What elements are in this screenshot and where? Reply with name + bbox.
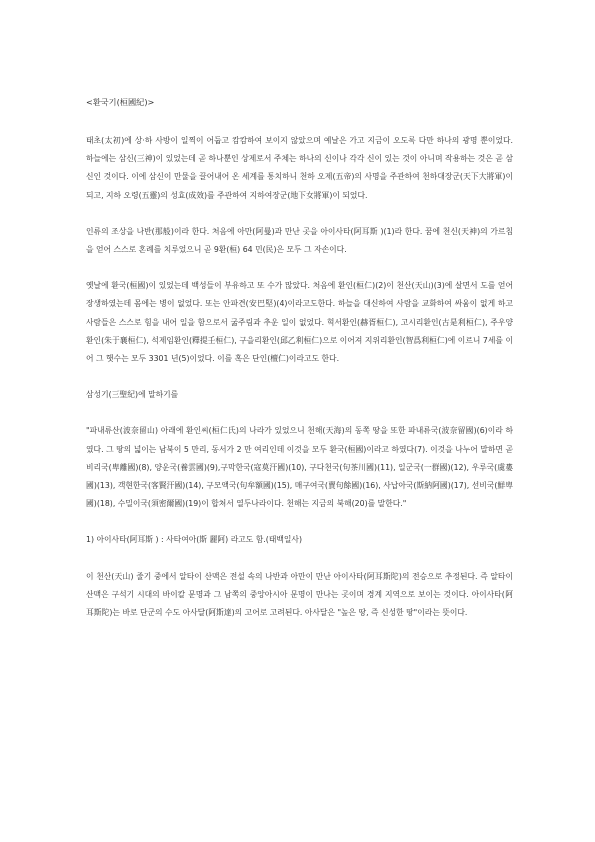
document-title: <환국기(桓國紀)> [86,97,155,107]
paragraph-creation: 태초(太初)에 상·하 사방이 일찍이 어둡고 캄캄하여 보이지 않았으며 예날은 가고 지금이 오도록 다만 하나의 광명 뿐이었다. 하늘에는 삼신(三神)이 있었는데 곧 하나뿐인 상제로서 주체는 하나의 신이나 각각 신이 있는 것이 아니며 작용하는 것은 곧 삼신인 것이다. 이에 삼신이 만물을 끌어내어 온 세계를 통치하니 천하 오제(五帝)의 사명을 주관하여 천하대장군(天下大將軍)이 되고, 지하 오령(五靈)의 성효(成效)를 주관하여 지하여장군(地下女將軍)이 되었다. [86,136,513,200]
paragraph-altai: 이 천산(天山) 줄기 중에서 알타이 산맥은 전설 속의 나반과 아만이 만난 아이사타(阿耳斯陀)의 전승으로 추정된다. 즉 알타이산맥은 구석기 시대의 바이칼 문명과 그 남쪽의 중앙아시아 문명이 만나는 곳이며 경계 지역으로 보이는 것이다. 아이사타(阿耳斯陀)는 바로 단군의 수도 아사달(阿斯達)의 고어로 고려된다. 아사달은 "높은 땅, 즉 신성한 땅"이라는 뜻이다. [86,571,513,618]
paragraph-hwanguk: 옛날에 환국(桓國)이 있었는데 백성들이 부유하고 또 수가 많았다. 처음에 환인(桓仁)(2)이 천산(天山)(3)에 살면서 도를 얻어 장생하였는데 몸에는 병이 없었다. 또는 안파견(安巴堅)(4)이라고도한다. 하늘을 대신하여 사람을 교화하여 싸움이 없게 하고 사람들은 스스로 힘을 내어 일을 함으로서 굶주림과 추운 일이 없었다. 혁서환인(赫胥桓仁), 고시리환인(古是利桓仁), 주우양환인(朱于襄桓仁), 석제임환인(釋提壬桓仁), 구을리환인(邱乙利桓仁)으로 이어져 지위리환인(智爲利桓仁)에 이르니 7세를 이어 그 햇수는 모두 3301 년(5)이었다. 이를 혹은 단인(檀仁)이라고도 한다. [86,281,513,364]
paragraph-ancestor: 인류의 조상을 나반(那般)이라 한다. 처음에 아만(阿曼)과 만난 곳을 아이사타(阿耳斯 )(1)라 한다. 꿈에 천신(天神)의 가르침을 얻어 스스로 혼례를 치루었으니 곧 9환(桓) 64 민(民)은 모두 그 자손이다. [86,226,513,255]
document-body [86,96,513,622]
paragraph-spacer [86,259,513,277]
paragraph-spacer [86,404,513,422]
paragraph-spacer [86,513,513,531]
paragraph-samseonggi-intro: 삼성기(三聖紀)에 말하기를 [86,390,179,400]
paragraph-quotation: "파내류산(波奈留山) 아래에 환인씨(桓仁氏)의 나라가 있었으니 천해(天海)의 동쪽 땅을 또한 파내류국(波奈留國)(6)이라 하였다. 그 땅의 넓이는 남북이 5 만리, 동서가 2 만 여리인데 이것을 모두 환국(桓國)이라고 하였다(7). 이것을 나누어 말하면 곧 비리국(卑離國)(8), 양운국(養雲國)(9),구막한국(寇莫汗國)(10), 구다천국(句茶川國)(11), 일군국(一群國)(12), 우루국(虞婁國)(13), 객현한국(客賢汗國)(14), 구모액국(句牟額國)(15), 매구여국(賣句餘國)(16), 사납아국(斯納阿國)(17), 선비국(鮮卑國)(18), 수밀이국(須密爾國)(19)이 합쳐서 열두나라이다. 천해는 지금의 북해(20)를 말한다." [86,426,513,509]
footnote-1: 1) 아이사타(阿耳斯 ) : 사타여아(斯 麗阿) 라고도 함.(태백일사) [86,535,302,545]
paragraph-spacer [86,368,513,386]
paragraph-spacer [86,550,513,568]
paragraph-spacer [86,205,513,223]
